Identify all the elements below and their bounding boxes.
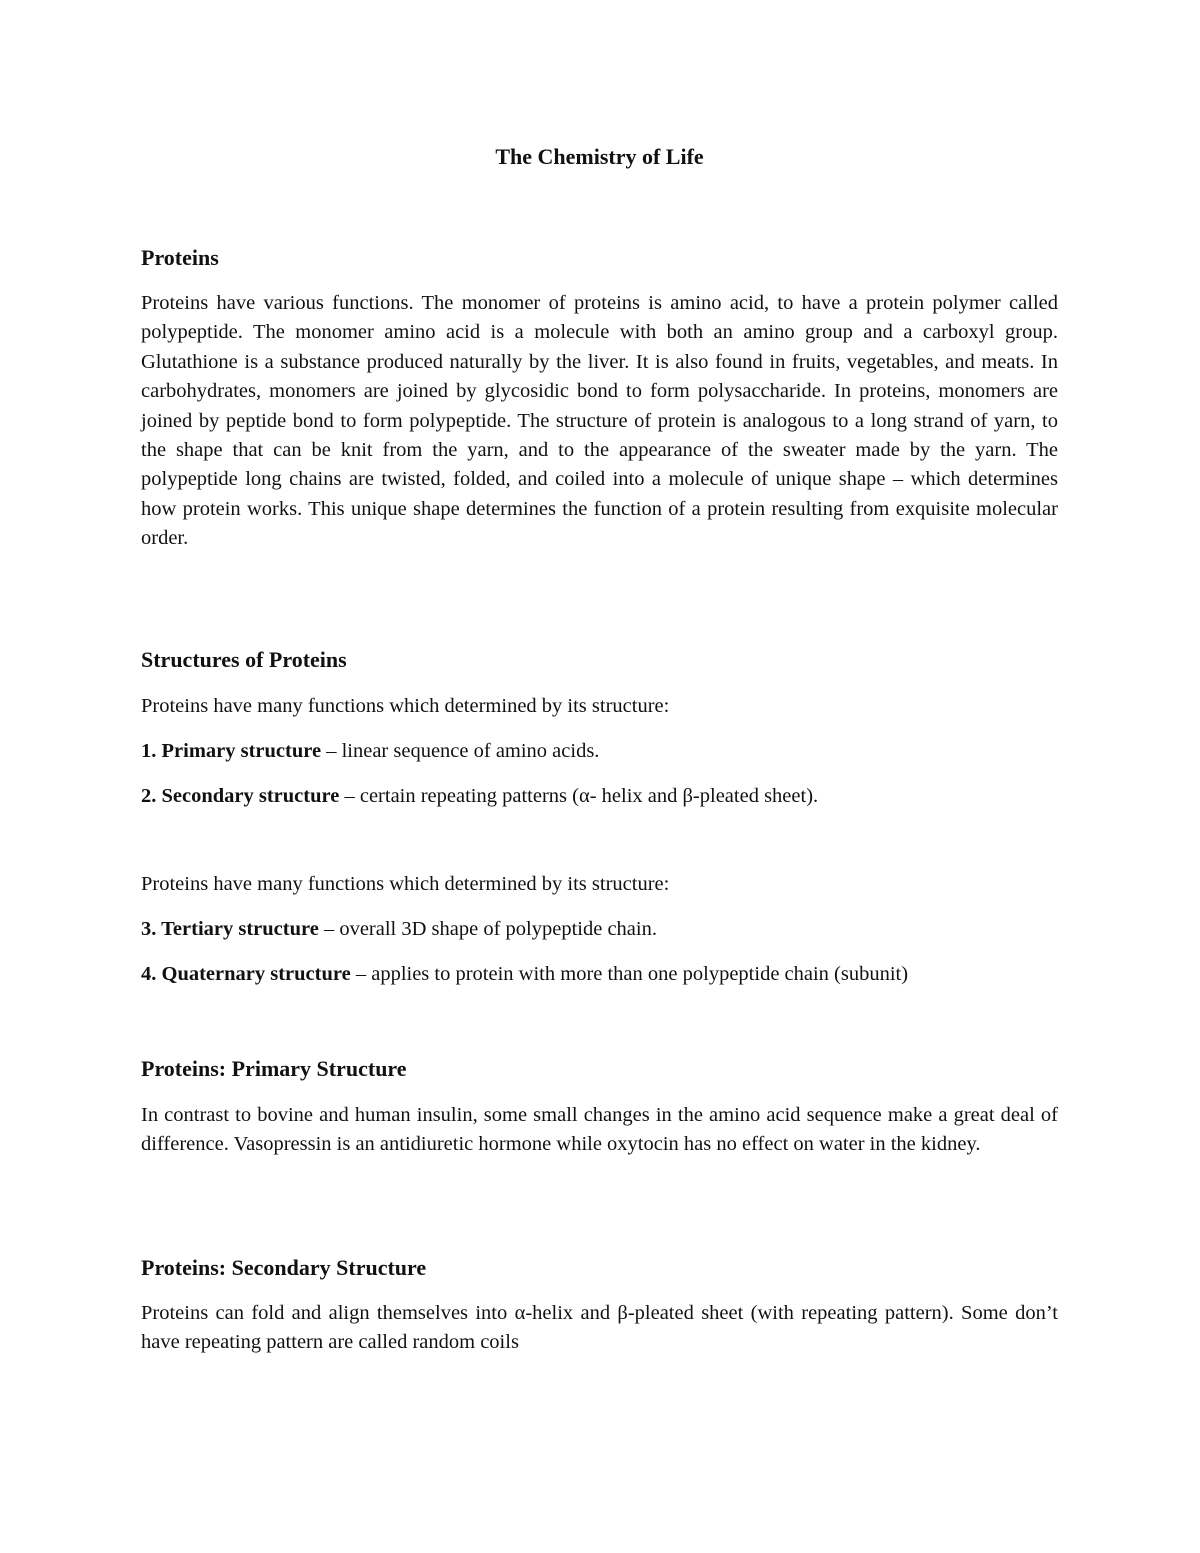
- structure-term: 2. Secondary structure: [141, 785, 340, 807]
- section-heading-structures: Structures of Proteins: [141, 647, 347, 672]
- structure-item-primary: [141, 737, 1058, 766]
- section-heading-primary-structure: Proteins: Primary Structure: [141, 1056, 407, 1081]
- section-body-primary-structure: In contrast to bovine and human insulin, some small changes in the amino acid sequence make a great deal of difference. Vasopressin is an antidiuretic hormone while oxytocin has no effect on water in the kidney.: [141, 1104, 1058, 1156]
- structure-desc: – applies to protein with more than one polypeptide chain (subunit): [350, 963, 909, 985]
- structure-term: 3. Tertiary structure: [141, 918, 319, 940]
- structure-desc: – linear sequence of amino acids.: [321, 740, 600, 762]
- section-heading-secondary-structure: Proteins: Secondary Structure: [141, 1255, 427, 1280]
- section-body-secondary-structure: Proteins can fold and align themselves into α-helix and β-pleated sheet (with repeating pattern). Some don’t have repeating pattern are called random coils: [141, 1302, 1058, 1354]
- structure-item-secondary: [141, 782, 1058, 811]
- structure-desc: – certain repeating patterns (α- helix and β-pleated sheet).: [339, 785, 819, 807]
- document-title: The Chemistry of Life: [495, 144, 704, 169]
- structures-intro-1: Proteins have many functions which determined by its structure:: [141, 695, 670, 717]
- structure-term: 4. Quaternary structure: [141, 963, 351, 985]
- section-heading-proteins: Proteins: [141, 245, 219, 270]
- structure-item-tertiary: [141, 915, 1058, 944]
- section-body-proteins: Proteins have various functions. The monomer of proteins is amino acid, to have a protein polymer called polypeptide. The monomer amino acid is a molecule with both an amino group and a carboxyl group. Glutathione is a substance produced naturally by the liver. It is also found in fruits, vegetables, and meats. In carbohydrates, monomers are joined by glycosidic bond to form polysaccharide. In proteins, monomers are joined by peptide bond to form polypeptide. The structure of protein is analogous to a long strand of yarn, to the shape that can be knit from the yarn, and to the appearance of the sweater made by the yarn. The polypeptide long chains are twisted, folded, and coiled into a molecule of unique shape – which determines how protein works. This unique shape determines the function of a protein resulting from exquisite molecular order.: [141, 292, 1058, 550]
- structures-intro-2: Proteins have many functions which determined by its structure:: [141, 873, 670, 895]
- structure-item-quaternary: [141, 960, 1058, 989]
- structure-term: 1. Primary structure: [141, 740, 322, 762]
- structure-desc: – overall 3D shape of polypeptide chain.: [318, 918, 657, 940]
